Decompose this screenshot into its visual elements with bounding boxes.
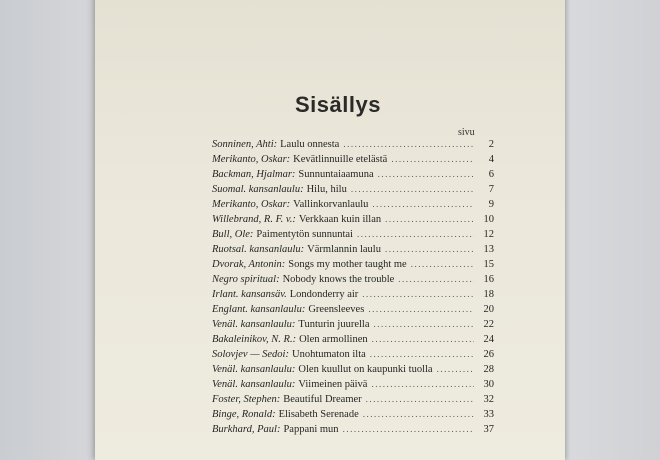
table-of-contents	[212, 137, 494, 437]
toc-entry	[212, 257, 494, 272]
toc-page-number: 20	[483, 304, 494, 315]
toc-page-number: 16	[483, 274, 494, 285]
toc-entry	[212, 272, 494, 287]
toc-entry	[212, 332, 494, 347]
toc-author: Suomal. kansanlaulu:	[212, 184, 304, 195]
page-title: Sisällys	[295, 92, 381, 117]
toc-entry	[212, 377, 494, 392]
toc-title: Elisabeth Serenade	[278, 409, 359, 420]
toc-title: Viimeinen päivä	[298, 379, 368, 390]
toc-entry	[212, 212, 494, 227]
toc-title: Unohtumaton ilta	[291, 349, 366, 360]
toc-entry	[212, 167, 494, 182]
leader-dots	[373, 317, 474, 332]
toc-page-number: 18	[483, 289, 494, 300]
toc-entry	[212, 152, 494, 167]
toc-author: Venäl. kansanlaulu:	[212, 319, 296, 330]
toc-title: Vallinkorvanlaulu	[293, 199, 369, 210]
toc-entry	[212, 227, 494, 242]
toc-author: Venäl. kansanlaulu:	[212, 379, 296, 390]
toc-author: Backman, Hjalmar:	[212, 169, 296, 180]
toc-author: Willebrand, R. F. v.:	[212, 214, 296, 225]
toc-author: Irlant. kansansäv.	[212, 289, 287, 300]
toc-entry	[212, 287, 494, 302]
toc-author: Bakaleinikov, N. R.:	[212, 334, 297, 345]
toc-entry	[212, 347, 494, 362]
leader-dots	[371, 377, 474, 392]
leader-dots	[343, 422, 474, 437]
toc-page-number: 26	[483, 349, 494, 360]
toc-page-number: 4	[488, 154, 494, 165]
leader-dots	[343, 137, 474, 152]
toc-author: Dvorak, Antonin:	[212, 259, 286, 270]
toc-page-number: 33	[483, 409, 494, 420]
toc-title: Kevätlinnuille etelästä	[293, 154, 388, 165]
toc-title: Sunnuntaiaamuna	[298, 169, 374, 180]
toc-entry	[212, 242, 494, 257]
toc-title: Paimentytön sunnuntai	[256, 229, 353, 240]
leader-dots	[372, 197, 474, 212]
leader-dots	[357, 227, 474, 242]
toc-author: Burkhard, Paul:	[212, 424, 281, 435]
toc-page-number: 24	[483, 334, 494, 345]
toc-title: Greensleeves	[308, 304, 365, 315]
toc-entry	[212, 422, 494, 437]
toc-entry	[212, 407, 494, 422]
leader-dots	[363, 407, 474, 422]
toc-title: Olen kuullut on kaupunki tuolla	[298, 364, 433, 375]
toc-title: Olen armollinen	[299, 334, 368, 345]
toc-title: Verkkaan kuin illan	[298, 214, 382, 225]
toc-author: Binge, Ronald:	[212, 409, 276, 420]
toc-author: Venäl. kansanlaulu:	[212, 364, 296, 375]
toc-author: Englant. kansanlaulu:	[212, 304, 306, 315]
toc-page-number: 30	[483, 379, 494, 390]
leader-dots	[385, 242, 474, 257]
leader-dots	[437, 362, 474, 377]
toc-entry	[212, 197, 494, 212]
toc-title: Songs my mother taught me	[288, 259, 407, 270]
toc-page-number: 7	[488, 184, 494, 195]
toc-page-number: 12	[483, 229, 494, 240]
toc-page-number: 22	[483, 319, 494, 330]
leader-dots	[351, 182, 474, 197]
toc-author: Solovjev — Sedoi:	[212, 349, 289, 360]
toc-author: Negro spiritual:	[212, 274, 280, 285]
toc-title: Tunturin juurella	[298, 319, 370, 330]
toc-page-number: 28	[483, 364, 494, 375]
toc-title: Londonderry air	[289, 289, 359, 300]
toc-title: Hilu, hilu	[306, 184, 347, 195]
toc-page-number: 37	[483, 424, 494, 435]
toc-entry	[212, 362, 494, 377]
toc-page-number: 32	[483, 394, 494, 405]
toc-title: Beautiful Dreamer	[283, 394, 362, 405]
leader-dots	[362, 287, 474, 302]
toc-author: Foster, Stephen:	[212, 394, 281, 405]
toc-entry	[212, 302, 494, 317]
leader-dots	[411, 257, 474, 272]
leader-dots	[372, 332, 474, 347]
leader-dots	[385, 212, 474, 227]
toc-entry	[212, 317, 494, 332]
toc-entry	[212, 137, 494, 152]
toc-author: Merikanto, Oskar:	[212, 154, 291, 165]
page-column-header: sivu	[458, 127, 475, 138]
leader-dots	[370, 347, 474, 362]
toc-author: Merikanto, Oskar:	[212, 199, 291, 210]
toc-page-number: 9	[488, 199, 494, 210]
toc-page-number: 6	[488, 169, 494, 180]
toc-title: Värmlannin laulu	[307, 244, 381, 255]
toc-page-number: 2	[488, 139, 494, 150]
leader-dots	[378, 167, 474, 182]
toc-entry	[212, 392, 494, 407]
toc-page-number: 15	[483, 259, 494, 270]
toc-author: Sonninen, Ahti:	[212, 139, 278, 150]
toc-page-number: 10	[483, 214, 494, 225]
leader-dots	[391, 152, 474, 167]
toc-author: Bull, Ole:	[212, 229, 254, 240]
leader-dots	[398, 272, 474, 287]
toc-author: Ruotsal. kansanlaulu:	[212, 244, 305, 255]
toc-title: Laulu onnesta	[280, 139, 340, 150]
toc-entry	[212, 182, 494, 197]
toc-page-number: 13	[483, 244, 494, 255]
toc-title: Nobody knows the trouble	[282, 274, 395, 285]
toc-title: Pappani mun	[283, 424, 339, 435]
leader-dots	[366, 392, 474, 407]
leader-dots	[368, 302, 474, 317]
